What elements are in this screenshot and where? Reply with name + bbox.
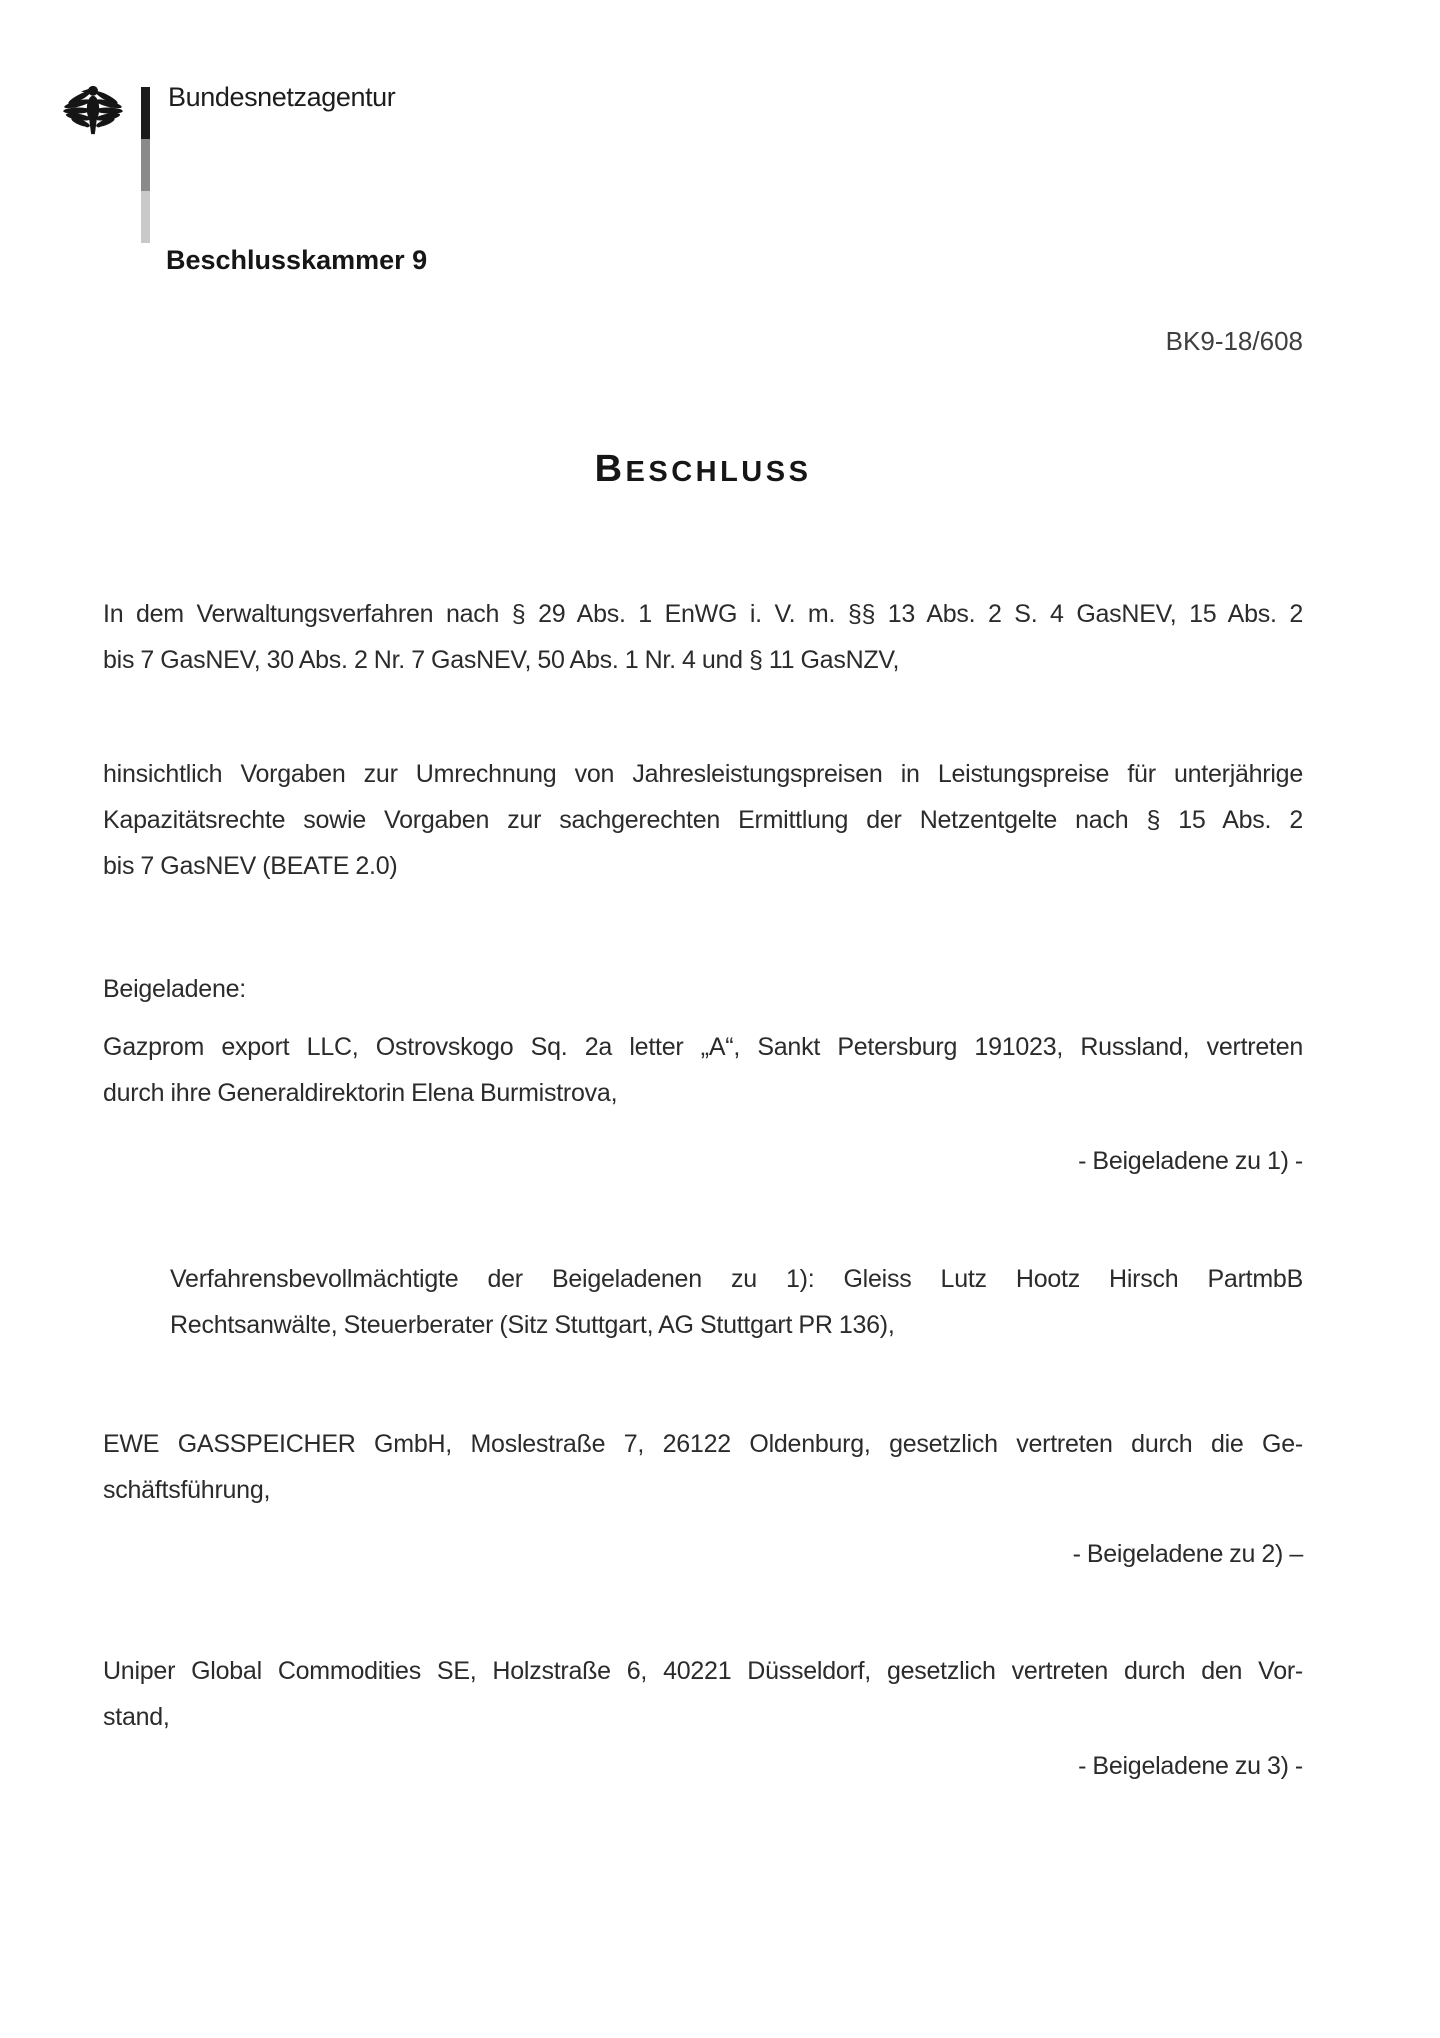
note-beigeladene-zu-3 xyxy=(103,1743,1303,1789)
text-line: - Beigeladene zu 1) - xyxy=(1078,1147,1303,1175)
logo-bar-segment-dark xyxy=(141,87,150,139)
text-line: durch ihre Generaldirektorin Elena Burmistrova, xyxy=(103,1079,618,1107)
paragraph-party-3-uniper xyxy=(103,1648,1303,1740)
text-line: bis 7 GasNEV (BEATE 2.0) xyxy=(103,852,398,880)
paragraph-representative-party-1 xyxy=(170,1256,1303,1348)
agency-name: Bundesnetzagentur xyxy=(168,82,396,112)
note-beigeladene-zu-1 xyxy=(103,1138,1303,1184)
text-line: - Beigeladene zu 3) - xyxy=(1078,1752,1303,1780)
text-line: - Beigeladene zu 2) – xyxy=(1072,1540,1303,1568)
text-line: EWE GASSPEICHER GmbH, Moslestraße 7, 26122 Oldenburg, gesetzlich vertreten durch die Ge- xyxy=(103,1430,1303,1458)
text-line: bis 7 GasNEV, 30 Abs. 2 Nr. 7 GasNEV, 50 Abs. 1 Nr. 4 und § 11 GasNZV, xyxy=(103,646,900,674)
paragraph-party-1-gazprom xyxy=(103,1024,1303,1116)
logo-bar-segment-light xyxy=(141,191,150,243)
text-line: In dem Verwaltungsverfahren nach § 29 Abs. 1 EnWG i. V. m. §§ 13 Abs. 2 S. 4 GasNEV, 15 Abs. 2 xyxy=(103,600,1303,628)
note-beigeladene-zu-2 xyxy=(103,1531,1303,1577)
text-line: Beigeladene: xyxy=(103,975,246,1003)
text-line: Uniper Global Commodities SE, Holzstraße 6, 40221 Düsseldorf, gesetzlich vertreten durch den Vor- xyxy=(103,1657,1303,1685)
text-line: Verfahrensbevollmächtigte der Beigeladenen zu 1): Gleiss Lutz Hootz Hirsch PartmbB xyxy=(170,1265,1303,1293)
text-line: Kapazitätsrechte sowie Vorgaben zur sachgerechten Ermittlung der Netzentgelte nach § 15 Abs. 2 xyxy=(103,806,1303,834)
document-title xyxy=(103,449,1303,497)
paragraph-subject xyxy=(103,751,1303,889)
logo-bar-segment-mid xyxy=(141,139,150,191)
federal-eagle-icon xyxy=(62,78,124,142)
document-title-rest: ESCHLUSS xyxy=(625,456,812,488)
text-line: stand, xyxy=(103,1703,170,1731)
document-title-initial: B xyxy=(594,448,626,490)
text-line: hinsichtlich Vorgaben zur Umrechnung von Jahresleistungspreisen in Leistungspreise für unterjährige xyxy=(103,760,1303,788)
text-line: schäftsführung, xyxy=(103,1476,271,1504)
logo-color-bar xyxy=(141,87,150,243)
text-line: Rechtsanwälte, Steuerberater (Sitz Stuttgart, AG Stuttgart PR 136), xyxy=(170,1311,895,1339)
text-line: Gazprom export LLC, Ostrovskogo Sq. 2a letter „A“, Sankt Petersburg 191023, Russland, vertreten xyxy=(103,1033,1303,1061)
label-beigeladene xyxy=(103,966,1303,1012)
paragraph-party-2-ewe xyxy=(103,1421,1303,1513)
paragraph-proceeding-intro xyxy=(103,591,1303,683)
case-number: BK9-18/608 xyxy=(1165,326,1303,356)
chamber-title: Beschlusskammer 9 xyxy=(166,245,428,275)
